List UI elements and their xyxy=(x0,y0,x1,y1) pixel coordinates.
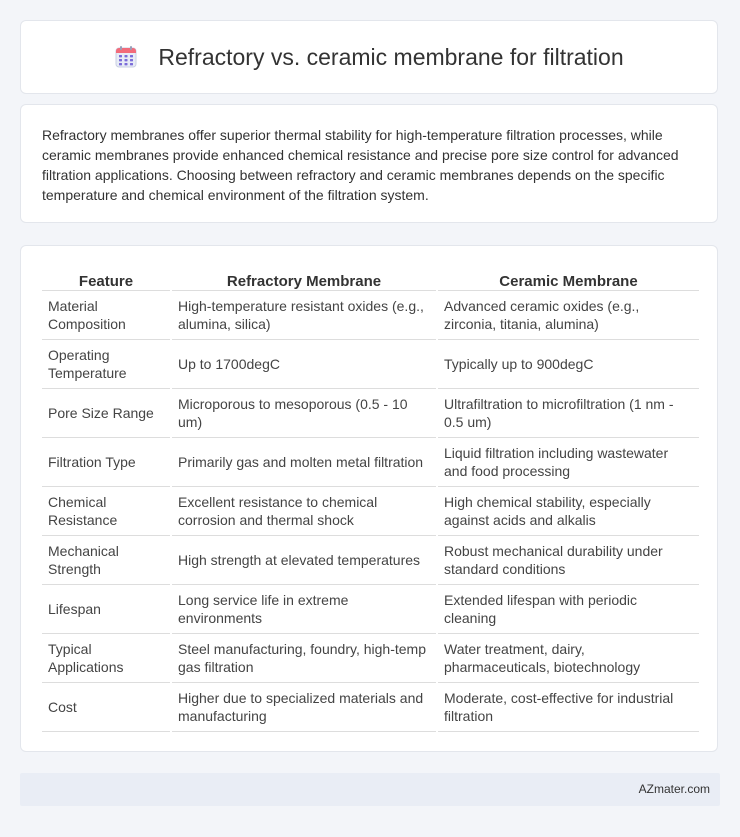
refractory-cell: Up to 1700degC xyxy=(172,340,436,389)
ceramic-cell: Liquid filtration including wastewater and food processing xyxy=(438,438,699,487)
title-card xyxy=(20,20,718,94)
refractory-cell: High-temperature resistant oxides (e.g., alumina, silica) xyxy=(172,291,436,340)
ceramic-cell: Moderate, cost-effective for industrial filtration xyxy=(438,683,699,732)
table-row xyxy=(42,340,699,389)
feature-cell: Operating Temperature xyxy=(42,340,170,389)
footer xyxy=(20,773,720,806)
table-row xyxy=(42,634,699,683)
header-ceramic: Ceramic Membrane xyxy=(438,266,699,291)
table-row xyxy=(42,536,699,585)
feature-cell: Lifespan xyxy=(42,585,170,634)
refractory-cell: High strength at elevated temperatures xyxy=(172,536,436,585)
ceramic-cell: Water treatment, dairy, pharmaceuticals, biotechnology xyxy=(438,634,699,683)
ceramic-cell: Typically up to 900degC xyxy=(438,340,699,389)
table-row xyxy=(42,291,699,340)
table-row xyxy=(42,683,699,732)
comparison-card xyxy=(20,245,718,752)
intro-text: Refractory membranes offer superior thermal stability for high-temperature filtration processes, while ceramic membranes provide enhanced chemical resistance and precise pore size control for advanced filtration applications. Choosing between refractory and ceramic membranes depends on the specific temperature and chemical environment of the filtration system. xyxy=(42,127,679,203)
ceramic-cell: Extended lifespan with periodic cleaning xyxy=(438,585,699,634)
table-row xyxy=(42,585,699,634)
feature-cell: Typical Applications xyxy=(42,634,170,683)
refractory-cell: Primarily gas and molten metal filtration xyxy=(172,438,436,487)
feature-cell: Material Composition xyxy=(42,291,170,340)
table-header-row xyxy=(42,266,699,291)
calendar-icon xyxy=(114,45,138,69)
header-refractory: Refractory Membrane xyxy=(172,266,436,291)
feature-cell: Filtration Type xyxy=(42,438,170,487)
feature-cell: Cost xyxy=(42,683,170,732)
table-row xyxy=(42,389,699,438)
footer-site-link[interactable]: AZmater.com xyxy=(638,782,710,796)
refractory-cell: Higher due to specialized materials and manufacturing xyxy=(172,683,436,732)
refractory-cell: Excellent resistance to chemical corrosion and thermal shock xyxy=(172,487,436,536)
ceramic-cell: High chemical stability, especially against acids and alkalis xyxy=(438,487,699,536)
ceramic-cell: Ultrafiltration to microfiltration (1 nm - 0.5 um) xyxy=(438,389,699,438)
refractory-cell: Microporous to mesoporous (0.5 - 10 um) xyxy=(172,389,436,438)
refractory-cell: Steel manufacturing, foundry, high-temp gas filtration xyxy=(172,634,436,683)
comparison-table xyxy=(40,266,701,732)
ceramic-cell: Advanced ceramic oxides (e.g., zirconia, titania, alumina) xyxy=(438,291,699,340)
refractory-cell: Long service life in extreme environments xyxy=(172,585,436,634)
feature-cell: Mechanical Strength xyxy=(42,536,170,585)
page-title: Refractory vs. ceramic membrane for filtration xyxy=(158,43,624,70)
table-row xyxy=(42,487,699,536)
header-feature: Feature xyxy=(42,266,170,291)
feature-cell: Chemical Resistance xyxy=(42,487,170,536)
feature-cell: Pore Size Range xyxy=(42,389,170,438)
intro-card xyxy=(20,104,718,223)
ceramic-cell: Robust mechanical durability under standard conditions xyxy=(438,536,699,585)
table-row xyxy=(42,438,699,487)
